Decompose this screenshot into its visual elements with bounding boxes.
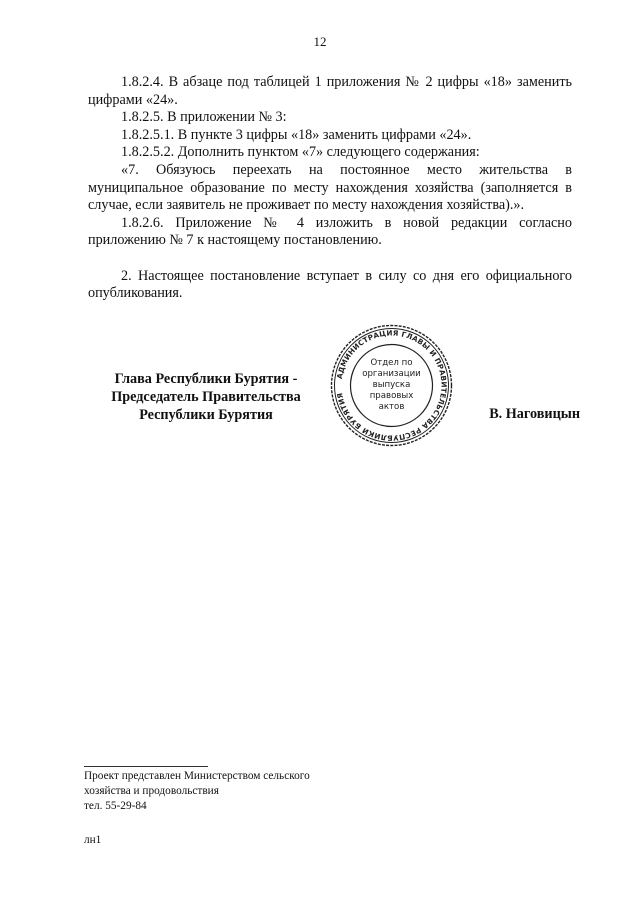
paragraph-1-8-2-4: 1.8.2.4. В абзаце под таблицей 1 приложения № 2 цифры «18» заменить цифрами «24». <box>88 74 572 108</box>
signatory-title <box>108 370 304 424</box>
paragraph-quote-7: «7. Обязуюсь переехать на постоянное место жительства в муниципальное образование по месту нахождения хозяйства (заполняется в случае, если заявитель не проживает по месту нахождения хозяйства).». <box>88 161 572 214</box>
stamp-center-line: правовых <box>369 391 414 401</box>
stamp-center-line: актов <box>378 402 405 412</box>
stamp-center-line: Отдел по <box>370 358 413 368</box>
footnote-line: хозяйства и продовольствия <box>84 784 219 797</box>
footnote-line: Проект представлен Министерством сельского <box>84 770 310 782</box>
signatory-title-line: Председатель Правительства <box>111 389 301 405</box>
stamp-ring-text: АДМИНИСТРАЦИЯ ГЛАВЫ И ПРАВИТЕЛЬСТВА РЕСПУБЛИКИ БУРЯТИЯ <box>334 328 449 443</box>
page-number: 12 <box>313 34 327 49</box>
paragraph-1-8-2-5: 1.8.2.5. В приложении № 3: <box>121 109 287 126</box>
document-code: лн1 <box>84 834 102 846</box>
footnote <box>84 769 384 814</box>
paragraph-1-8-2-5-2: 1.8.2.5.2. Дополнить пунктом «7» следующего содержания: <box>121 144 480 161</box>
paragraph-1-8-2-5-1: 1.8.2.5.1. В пункте 3 цифры «18» заменить цифрами «24». <box>121 126 472 143</box>
signatory-title-line: Республики Бурятия <box>139 407 273 423</box>
official-stamp <box>329 323 454 448</box>
footnote-divider <box>84 766 208 767</box>
document-body <box>88 74 572 303</box>
paragraph-1-8-2-6: 1.8.2.6. Приложение № 4 изложить в новой редакции согласно приложению № 7 к настоящему постановлению. <box>88 214 572 249</box>
stamp-center-line: выпуска <box>372 380 411 390</box>
paragraph-2: 2. Настоящее постановление вступает в силу со дня его официального опубликования. <box>88 267 572 302</box>
stamp-center-line: организации <box>362 369 421 379</box>
signatory-title-line: Глава Республики Бурятия - <box>114 371 298 387</box>
footnote-phone: тел. 55-29-84 <box>84 800 147 813</box>
signatory-name: В. Наговицын <box>489 406 580 422</box>
